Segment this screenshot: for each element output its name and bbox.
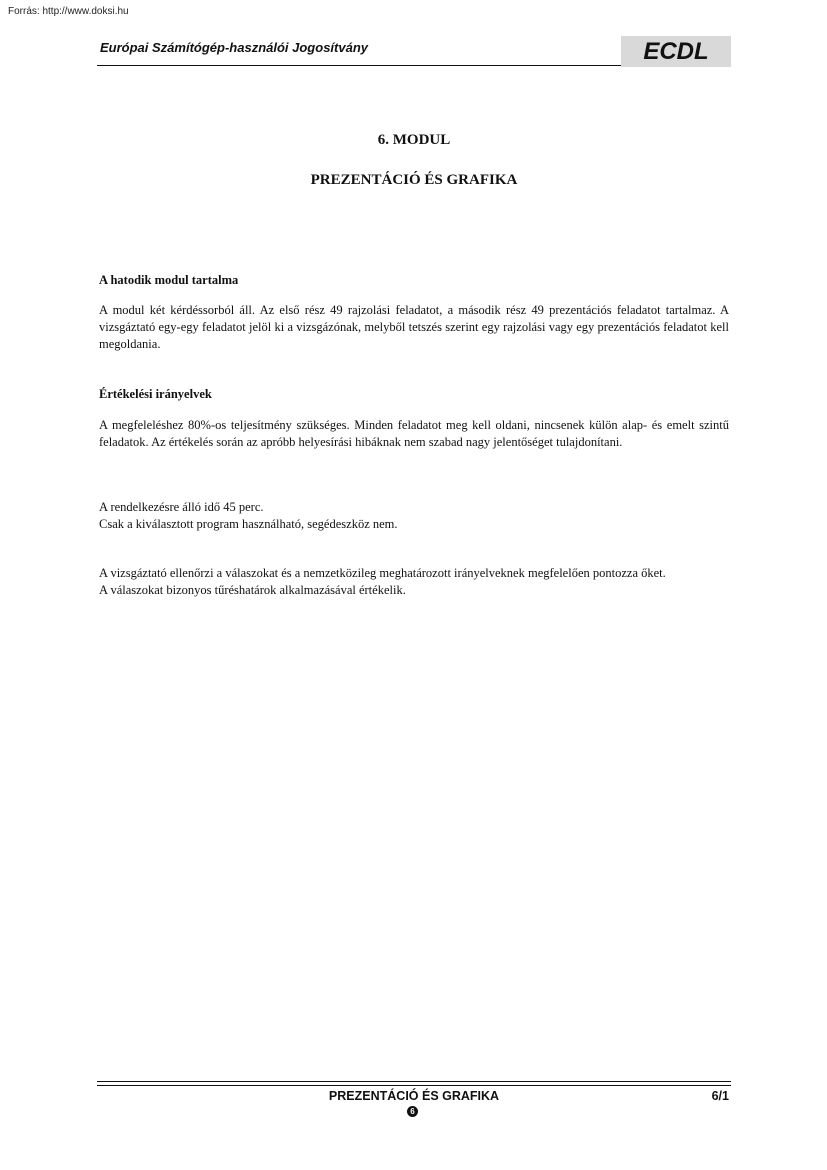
module-number-title: 6. MODUL	[377, 132, 451, 148]
module-subtitle: PREZENTÁCIÓ ÉS GRAFIKA	[310, 172, 518, 188]
section-heading-content: A hatodik modul tartalma	[99, 273, 239, 287]
section-text-grading	[99, 565, 729, 599]
module-number-badge: 6	[407, 1106, 418, 1117]
footer-divider-bottom	[97, 1085, 731, 1086]
footer-title: PREZENTÁCIÓ ÉS GRAFIKA	[328, 1089, 500, 1103]
ecdl-badge: ECDL	[621, 36, 731, 67]
header-divider	[97, 65, 621, 66]
section-text-time	[99, 499, 729, 533]
source-url-note: Forrás: http://www.doksi.hu	[8, 6, 129, 17]
grading-line-2: A válaszokat bizonyos tűréshatárok alkalmazásával értékelik.	[99, 583, 406, 597]
page-number: 6/1	[711, 1089, 729, 1103]
section-text-evaluation: A megfeleléshez 80%-os teljesítmény szükséges. Minden feladatot meg kell oldani, nincsenek külön alap- és emelt szintű feladatok. Az értékelés során az apróbb helyesírási hibáknak nem szabad nagy jelentőséget tulajdonítani.	[99, 418, 729, 449]
section-text-content: A modul két kérdéssorból áll. Az első rész 49 rajzolási feladatot, a második rész 49 prezentációs feladatot tartalmaz. A vizsgáztató egy-egy feladatot jelöl ki a vizsgázónak, melyből tetszés szerint egy rajzolási vagy egy prezentációs feladatot kell megoldania.	[99, 303, 729, 351]
grading-line-1: A vizsgáztató ellenőrzi a válaszokat és a nemzetközileg meghatározott irányelveknek megfelelően pontozza őket.	[99, 566, 666, 580]
time-limit-line: A rendelkezésre álló idő 45 perc.	[99, 500, 264, 514]
page-header	[97, 36, 731, 68]
footer-divider-top	[97, 1081, 731, 1082]
tools-line: Csak a kiválasztott program használható, segédeszköz nem.	[99, 517, 398, 531]
section-heading-evaluation: Értékelési irányelvek	[99, 387, 212, 401]
header-title: Európai Számítógép-használói Jogosítvány	[100, 40, 368, 55]
